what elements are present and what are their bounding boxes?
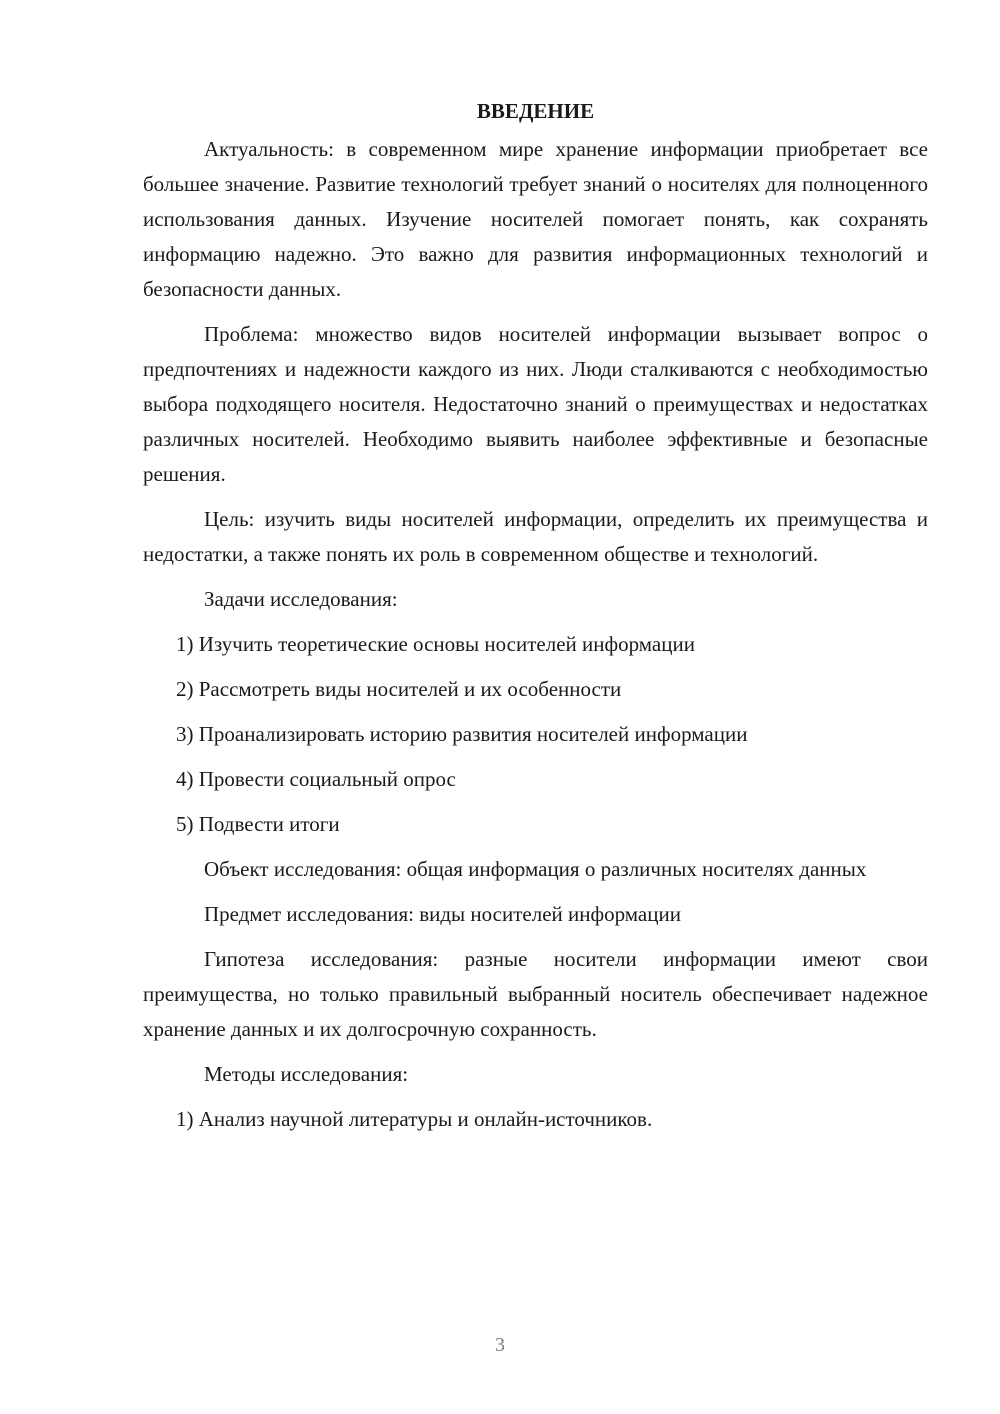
tasks-list xyxy=(143,627,928,842)
list-item: 3) Проанализировать историю развития носителей информации xyxy=(176,722,748,746)
hypothesis-paragraph: Гипотеза исследования: разные носители информации имеют свои преимущества, но только правильный выбранный носитель обеспечивает надежное хранение данных и их долгосрочную сохранность. xyxy=(143,947,928,1041)
list-item: 4) Провести социальный опрос xyxy=(176,767,456,791)
goal-paragraph: Цель: изучить виды носителей информации, определить их преимущества и недостатки, а также понять их роль в современном обществе и технологий. xyxy=(143,507,928,566)
methods-heading: Методы исследования: xyxy=(204,1062,409,1086)
problem-paragraph: Проблема: множество видов носителей информации вызывает вопрос о предпочтениях и надежности каждого из них. Люди сталкиваются с необходимостью выбора подходящего носителя. Недостаточно знаний о преимуществах и недостатках различных носителей. Необходимо выявить наиболее эффективные и безопасные решения. xyxy=(143,322,928,486)
tasks-heading: Задачи исследования: xyxy=(204,587,398,611)
list-item: 5) Подвести итоги xyxy=(176,812,340,836)
page-title: ВВЕДЕНИЕ xyxy=(476,99,595,123)
list-item: 2) Рассмотреть виды носителей и их особенности xyxy=(176,677,622,701)
list-item: 1) Анализ научной литературы и онлайн-источников. xyxy=(176,1107,653,1131)
methods-list xyxy=(143,1102,928,1137)
document-page xyxy=(143,96,928,1147)
relevance-paragraph: Актуальность: в современном мире хранение информации приобретает все большее значение. Развитие технологий требует знаний о носителях для полноценного использования данных. Изучение носителей помогает понять, как сохранять информацию надежно. Это важно для развития информационных технологий и безопасности данных. xyxy=(143,137,928,301)
list-item: 1) Изучить теоретические основы носителей информации xyxy=(176,632,695,656)
subject-paragraph: Предмет исследования: виды носителей информации xyxy=(204,902,681,926)
page-number: 3 xyxy=(495,1334,505,1356)
object-paragraph: Объект исследования: общая информация о различных носителях данных xyxy=(204,857,867,881)
